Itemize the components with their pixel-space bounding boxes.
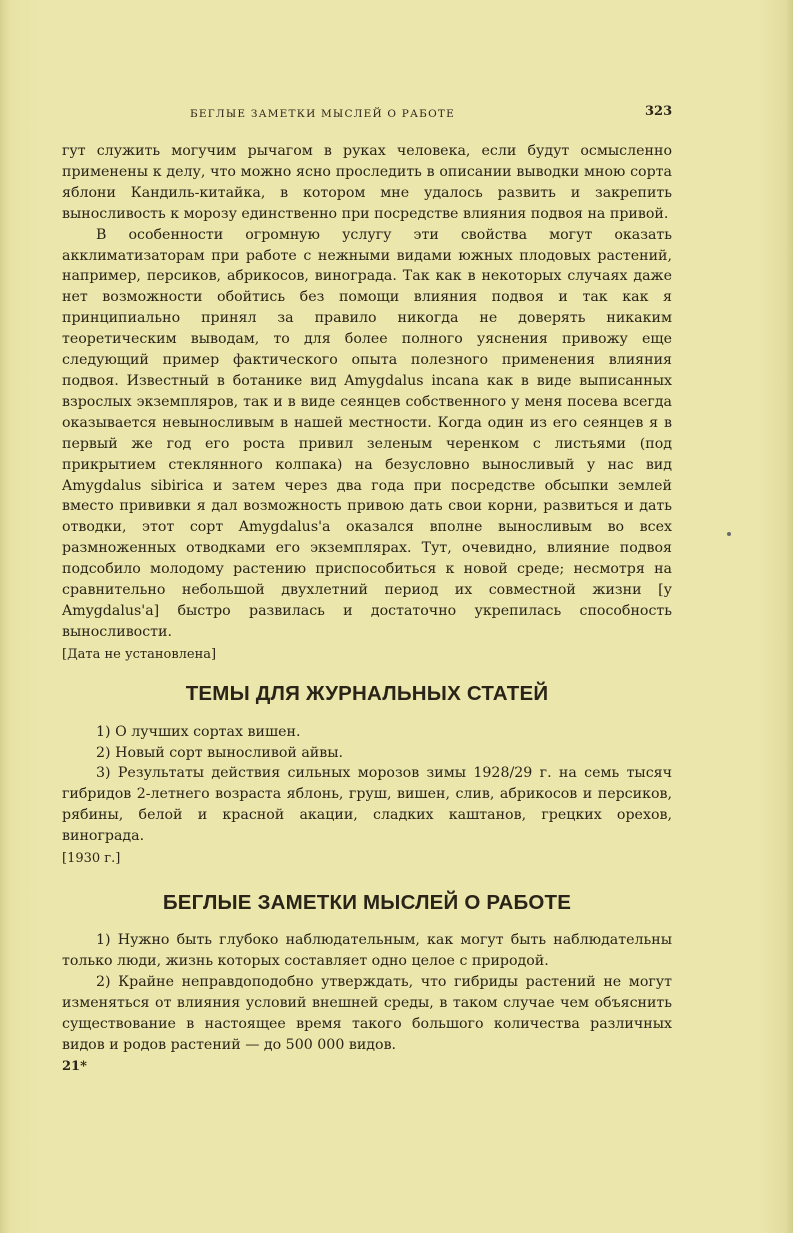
list-item: 3) Результаты действия сильных морозов зимы 1928/29 г. на семь тысяч гибридов 2-летнего возраста яблонь, груш, вишен, слив, абрикосов и персиков, рябины, белой и красной акации, сладких каштанов, грецких орехов, винограда.	[62, 765, 672, 845]
ink-speck	[727, 532, 731, 536]
paragraph: В особенности огромную услугу эти свойства могут оказать акклиматизаторам при работе с нежными видами южных плодовых растений, например, персиков, абрикосов, винограда. Так как в некоторых случаях даже нет возможности обойтись без помощи влияния подвоя и так как я принципиально принял за правило никогда не доверять никаким теоретическим выводам, то для более полного уяснения привожу еще следующий пример фактического опыта полезного применения влияния подвоя. Известный в ботанике вид Amygdalus incana как в виде выписанных взрослых экземпляров, так и в виде сеянцев собственного у меня посева всегда оказывается невыносливым в нашей местности. Когда один из его сеянцев я в первый же год его роста привил зеленым черенком с листьями (под прикрытием стеклянного колпака) на безусловно выносливый у нас вид Amygdalus sibirica и затем через два года при посредстве обсыпки землей вместо прививки я дал возможность привою дать свои корни, развиться и дать отводки, этот сорт Amygdalus'a оказался вполне выносливым во всех размноженных отводками его экземплярах. Тут, очевидно, влияние подвоя подсобило молодому растению приспособиться к новой среде; несмотря на сравнительно небольшой двухлетний период их совместной жизни [у Amygdalus'a] быстро развилась и достаточно укрепилась способность выносливости.	[62, 226, 672, 640]
page-number: 323	[645, 104, 673, 119]
list-item: 1) О лучших сортах вишен.	[96, 723, 301, 740]
list-item: 1) Нужно быть глубоко наблюдательным, как могут быть наблюдательны только люди, жизнь которых составляет одно целое с природой.	[62, 932, 672, 969]
date-note: [1930 г.]	[62, 851, 121, 867]
page-body	[62, 141, 672, 1091]
list-item: 2) Крайне неправдоподобно утверждать, что гибриды растений не могут изменяться от влияния условий внешней среды, в таком случае чем объяснить существование в настоящее время такого большого количества различных видов и родов растений — до 500 000 видов.	[62, 973, 672, 1053]
list-item: 2) Новый сорт выносливой айвы.	[96, 744, 344, 761]
running-head: БЕГЛЫЕ ЗАМЕТКИ МЫСЛЕЙ О РАБОТЕ	[190, 108, 455, 120]
signature-mark: 21*	[62, 1059, 87, 1075]
paragraph: гут служить могучим рычагом в руках человека, если будут осмысленно применены к делу, что можно ясно проследить в описании выводки мною сорта яблони Кандиль-китайка, в котором мне удалось развить и закрепить выносливость к морозу единственно при посредстве влияния подвоя на привой.	[62, 143, 672, 222]
date-note: [Дата не установлена]	[62, 646, 217, 662]
section-heading-journal-topics: ТЕМЫ ДЛЯ ЖУРНАЛЬНЫХ СТАТЕЙ	[185, 681, 549, 705]
section-heading-work-notes: БЕГЛЫЕ ЗАМЕТКИ МЫСЛЕЙ О РАБОТЕ	[162, 891, 572, 915]
